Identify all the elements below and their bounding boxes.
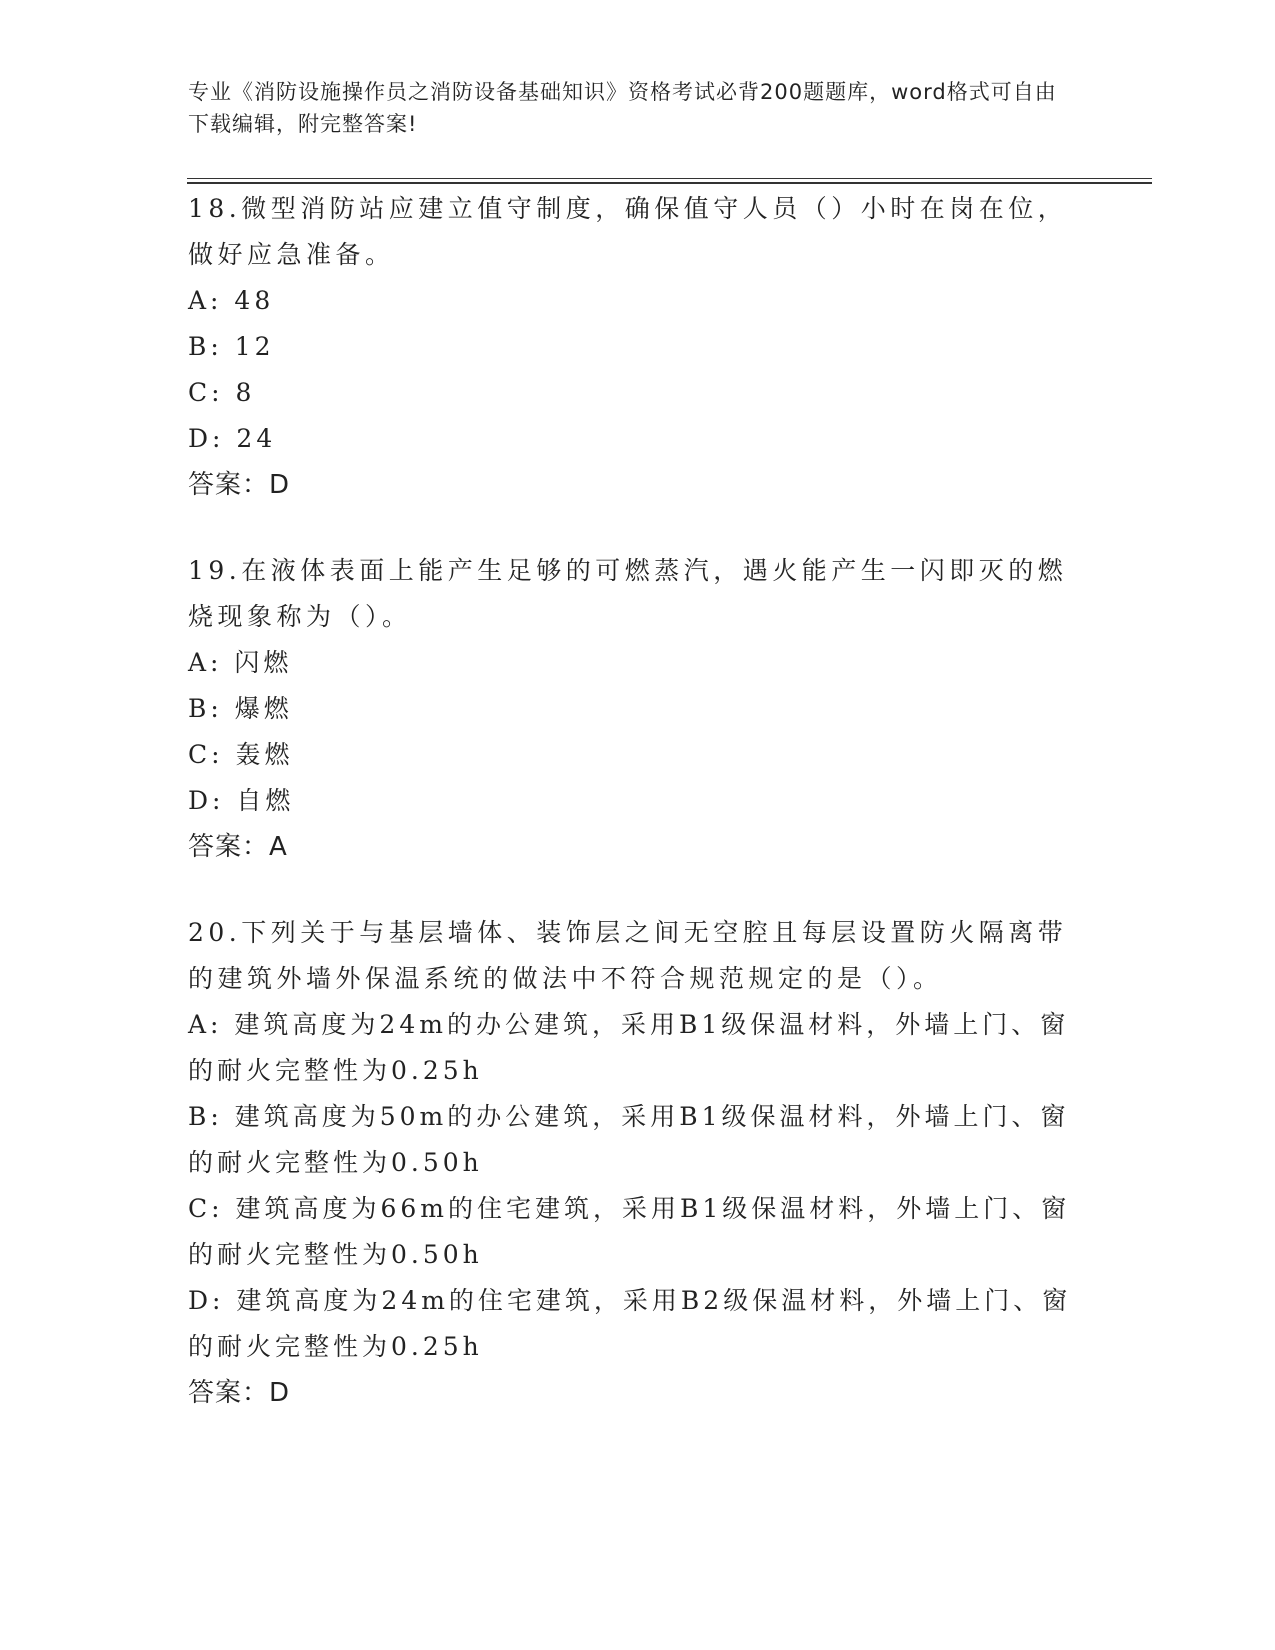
- option-b: B: 12: [188, 332, 275, 361]
- answer: 答案：D: [188, 470, 291, 500]
- question-stem: 18.微型消防站应建立值守制度，确保值守人员（）小时在岗在位，做好应急准备。: [188, 194, 1068, 269]
- question-stem: 19.在液体表面上能产生足够的可燃蒸汽，遇火能产生一闪即灭的燃烧现象称为（）。: [188, 556, 1068, 631]
- option-c: C: 建筑高度为66m的住宅建筑，采用B1级保温材料，外墙上门、窗的耐火完整性为0.50h: [188, 1194, 1071, 1269]
- option-a: A: 建筑高度为24m的办公建筑，采用B1级保温材料，外墙上门、窗的耐火完整性为0.25h: [188, 1010, 1070, 1085]
- question-20: [188, 910, 1078, 1416]
- question-stem: 20.下列关于与基层墙体、装饰层之间无空腔且每层设置防火隔离带的建筑外墙外保温系统的做法中不符合规范规定的是（）。: [188, 918, 1068, 993]
- document-header: 专业《消防设施操作员之消防设备基础知识》资格考试必背200题题库，word格式可自由下载编辑，附完整答案!: [188, 80, 1057, 136]
- option-b: B: 建筑高度为50m的办公建筑，采用B1级保温材料，外墙上门、窗的耐火完整性为0.50h: [188, 1102, 1070, 1177]
- option-d: D: 自燃: [188, 786, 295, 815]
- option-c: C: 轰燃: [188, 740, 294, 769]
- option-d: D: 24: [188, 424, 277, 453]
- answer: 答案：D: [188, 1378, 291, 1408]
- option-d: D: 建筑高度为24m的住宅建筑，采用B2级保温材料，外墙上门、窗的耐火完整性为0.25h: [188, 1286, 1072, 1361]
- header-divider-thin: [187, 178, 1152, 179]
- option-a: A: 48: [188, 286, 275, 315]
- option-a: A: 闪燃: [188, 648, 293, 677]
- answer: 答案：A: [188, 832, 288, 862]
- option-b: B: 爆燃: [188, 694, 293, 723]
- header-divider-thick: [187, 182, 1152, 184]
- question-18: [188, 186, 1078, 508]
- option-c: C: 8: [188, 378, 256, 407]
- question-19: [188, 548, 1078, 870]
